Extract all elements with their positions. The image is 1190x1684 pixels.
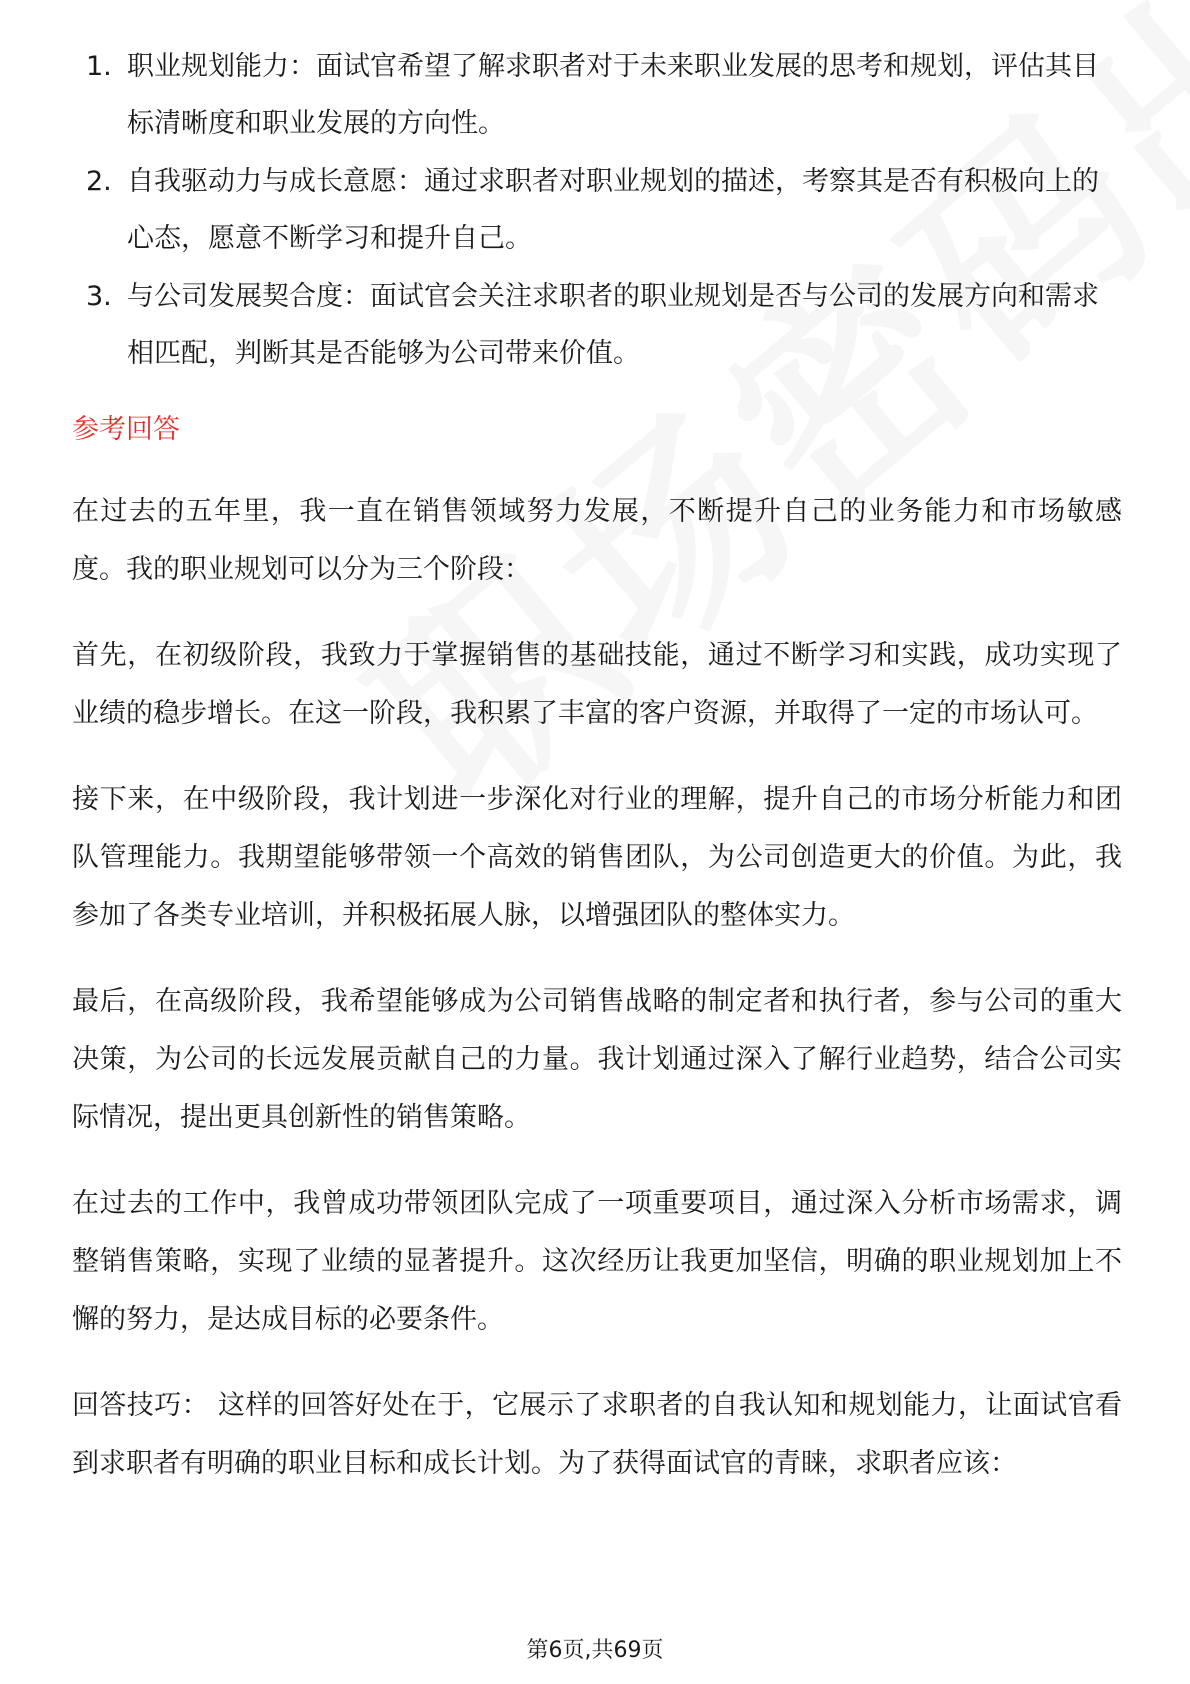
list-item [72,38,1122,152]
list-item-number: 3. [86,281,112,312]
paragraph: 最后，在高级阶段，我希望能够成为公司销售战略的制定者和执行者，参与公司的重大决策，为公司的长远发展贡献自己的力量。我计划通过深入了解行业趋势，结合公司实际情况，提出更具创新性的销售策略。 [72,986,1122,1133]
page-content [72,38,1122,1521]
paragraph: 首先，在初级阶段，我致力于掌握销售的基础技能，通过不断学习和实践，成功实现了业绩的稳步增长。在这一阶段，我积累了丰富的客户资源，并取得了一定的市场认可。 [72,640,1122,729]
list-item-text: 职业规划能力：面试官希望了解求职者对于未来职业发展的思考和规划，评估其目标清晰度和职业发展的方向性。 [127,51,1099,139]
list-item-text: 自我驱动力与成长意愿：通过求职者对职业规划的描述，考察其是否有积极向上的心态，愿意不断学习和提升自己。 [127,166,1099,254]
list-item [72,153,1122,267]
paragraph: 回答技巧： 这样的回答好处在于，它展示了求职者的自我认知和规划能力，让面试官看到求职者有明确的职业目标和成长计划。为了获得面试官的青睐，求职者应该： [72,1390,1122,1479]
list-item [72,268,1122,382]
list-item-number: 1. [86,51,112,82]
list-item-text: 与公司发展契合度：面试官会关注求职者的职业规划是否与公司的发展方向和需求相匹配，判断其是否能够为公司带来价值。 [127,281,1099,369]
list-item-number: 2. [86,166,112,197]
section-title: 参考回答 [72,414,180,445]
paragraph: 在过去的工作中，我曾成功带领团队完成了一项重要项目，通过深入分析市场需求，调整销售策略，实现了业绩的显著提升。这次经历让我更加坚信，明确的职业规划加上不懈的努力，是达成目标的必要条件。 [72,1188,1122,1335]
paragraph: 在过去的五年里，我一直在销售领域努力发展，不断提升自己的业务能力和市场敏感度。我的职业规划可以分为三个阶段： [72,496,1122,585]
page-number-footer: 第6页,共69页 [526,1638,664,1663]
evaluation-points-list [72,38,1122,382]
paragraph: 接下来，在中级阶段，我计划进一步深化对行业的理解，提升自己的市场分析能力和团队管理能力。我期望能够带领一个高效的销售团队，为公司创造更大的价值。为此，我参加了各类专业培训，并积极拓展人脉，以增强团队的整体实力。 [72,784,1122,931]
